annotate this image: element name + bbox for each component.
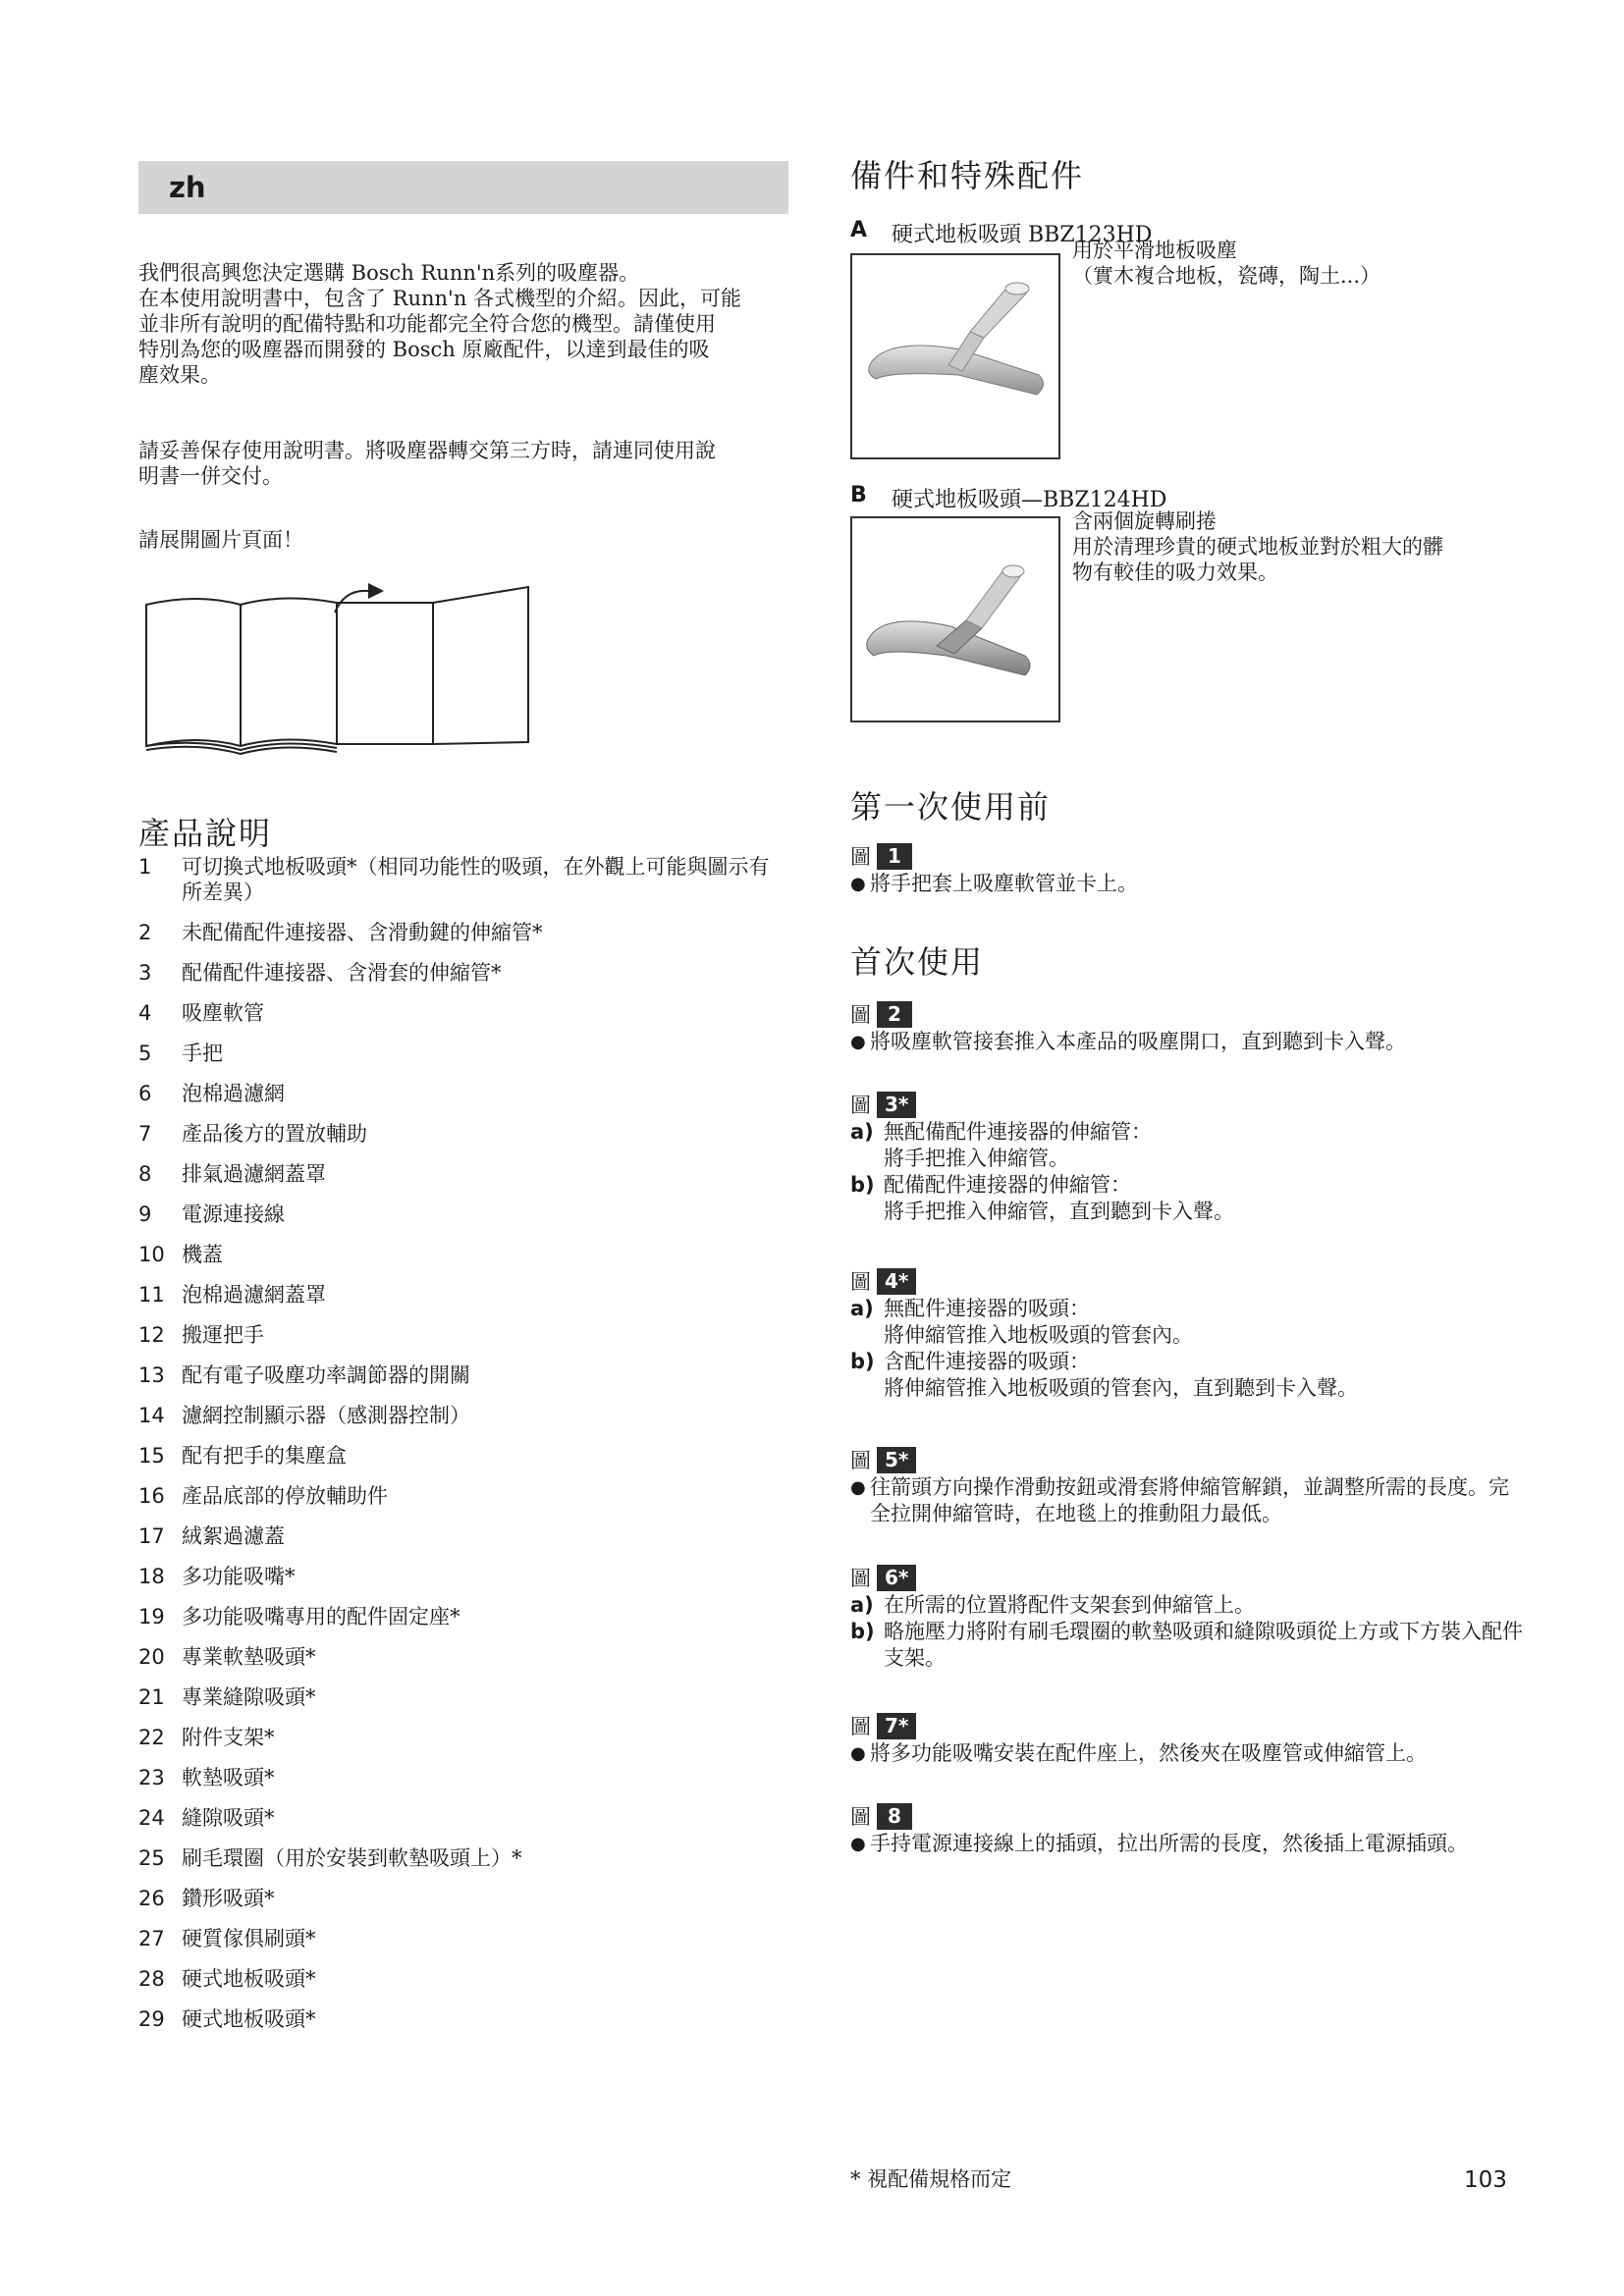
list-item xyxy=(138,1483,786,1509)
bullet-icon: ● xyxy=(850,1834,866,1854)
part-number: 4 xyxy=(138,1001,152,1025)
figure-label: 圖 xyxy=(850,1805,871,1829)
part-label: 配有電子吸塵功率調節器的開關 xyxy=(182,1363,470,1387)
step-text: 手持電源連接線上的插頭，拉出所需的長度，然後插上電源插頭。 xyxy=(870,1832,1468,1855)
accessory-a-image xyxy=(850,253,1060,459)
list-item xyxy=(138,1242,786,1267)
list-item xyxy=(138,1805,786,1831)
list-item xyxy=(138,920,786,945)
figure-number-badge: 1 xyxy=(877,843,912,870)
part-number: 19 xyxy=(138,1605,165,1629)
step-label: a) xyxy=(850,1120,874,1144)
hard-floor-brush-nozzle-icon xyxy=(852,518,1058,721)
page-number: 103 xyxy=(1464,2167,1507,2193)
first-use-heading: 首次使用 xyxy=(850,943,985,981)
product-description-heading: 產品說明 xyxy=(138,815,273,852)
bullet-icon: ● xyxy=(850,1743,866,1764)
step-text: 將手把套上吸塵軟管並卡上。 xyxy=(870,872,1138,895)
part-label: 可切換式地板吸頭*（相同功能性的吸頭，在外觀上可能與圖示有所差異） xyxy=(182,855,770,904)
figure-number-badge: 5* xyxy=(877,1447,916,1473)
part-label: 配備配件連接器、含滑套的伸縮管* xyxy=(182,961,502,985)
list-item xyxy=(138,1201,786,1227)
part-number: 5 xyxy=(138,1041,152,1065)
part-label: 搬運把手 xyxy=(182,1323,264,1347)
accessory-a-description: 用於平滑地板吸塵 （實木複合地板，瓷磚，陶土...） xyxy=(1072,239,1381,288)
step-text: 將手把推入伸縮管。 xyxy=(884,1147,1069,1170)
step-text: 將伸縮管推入地板吸頭的管套內，直到聽到卡入聲。 xyxy=(884,1376,1358,1400)
part-number: 11 xyxy=(138,1283,165,1307)
step-text: 將吸塵軟管接套推入本產品的吸塵開口，直到聽到卡入聲。 xyxy=(870,1030,1406,1053)
part-number: 17 xyxy=(138,1524,165,1548)
part-label: 多功能吸嘴* xyxy=(182,1565,296,1588)
accessory-b-image xyxy=(850,516,1060,722)
part-number: 7 xyxy=(138,1122,152,1146)
part-label: 泡棉過濾網 xyxy=(182,1082,285,1105)
figure-label: 圖 xyxy=(850,1449,871,1472)
intro-paragraph: 我們很高興您決定選購 Bosch Runn'n系列的吸塵器。 在本使用說明書中，包含了 Runn'n 各式機型的介紹。因此，可能 並非所有說明的配備特點和功能都完全符合您的機型。請僅使用 特別為您的吸塵器而開發的 Bosch 原廠配件，以達到最佳的吸 塵效果。 xyxy=(138,261,742,387)
fig1-block xyxy=(850,841,1528,897)
list-item xyxy=(138,1845,786,1871)
part-label: 濾網控制顯示器（感測器控制） xyxy=(182,1404,470,1427)
before-first-use-heading: 第一次使用前 xyxy=(850,788,1052,826)
part-number: 9 xyxy=(138,1202,152,1226)
list-item xyxy=(138,1282,786,1308)
part-number: 23 xyxy=(138,1766,165,1789)
step-label: b) xyxy=(850,1620,875,1643)
fig7-block xyxy=(850,1711,1528,1767)
language-code: zh xyxy=(169,171,206,204)
list-item xyxy=(138,1765,786,1790)
list-item xyxy=(138,1322,786,1348)
language-bar xyxy=(138,161,788,214)
part-label: 機蓋 xyxy=(182,1243,223,1266)
list-item xyxy=(138,1403,786,1428)
accessories-heading: 備件和特殊配件 xyxy=(850,157,1085,194)
unfold-pages-note: 請展開圖片頁面！ xyxy=(138,528,303,552)
list-item xyxy=(138,1161,786,1187)
part-number: 1 xyxy=(138,855,152,879)
part-label: 專業縫隙吸頭* xyxy=(182,1685,316,1709)
bullet-icon: ● xyxy=(850,1032,866,1052)
step-title: 無配件連接器的吸頭： xyxy=(884,1297,1090,1320)
part-number: 24 xyxy=(138,1806,165,1830)
bullet-icon: ● xyxy=(850,874,866,894)
figure-label: 圖 xyxy=(850,845,871,869)
figure-number-badge: 2 xyxy=(877,1001,912,1028)
list-item xyxy=(138,854,786,905)
accessory-a-title: 硬式地板吸頭 BBZ123HD xyxy=(892,223,1153,247)
step-label: a) xyxy=(850,1297,874,1320)
accessory-b-description: 含兩個旋轉刷捲 用於清理珍貴的硬式地板並對於粗大的髒 物有較佳的吸力效果。 xyxy=(1072,509,1443,584)
part-label: 吸塵軟管 xyxy=(182,1001,264,1025)
part-label: 硬式地板吸頭* xyxy=(182,1967,316,1991)
accessory-b-title: 硬式地板吸頭—BBZ124HD xyxy=(892,488,1167,512)
list-item xyxy=(138,1966,786,1992)
step-text: 將多功能吸嘴安裝在配件座上，然後夾在吸塵管或伸縮管上。 xyxy=(870,1741,1427,1765)
part-number: 29 xyxy=(138,2007,165,2031)
part-label: 鑽形吸頭* xyxy=(182,1887,275,1910)
part-label: 軟墊吸頭* xyxy=(182,1766,275,1789)
accessory-a-letter: A xyxy=(850,218,868,242)
list-item xyxy=(138,1443,786,1468)
part-number: 25 xyxy=(138,1846,165,1870)
footnote: * 視配備規格而定 xyxy=(850,2167,1012,2191)
step-title: 含配件連接器的吸頭： xyxy=(884,1350,1090,1373)
step-text: 在所需的位置將配件支架套到伸縮管上。 xyxy=(884,1593,1255,1617)
part-number: 22 xyxy=(138,1726,165,1749)
step-label: b) xyxy=(850,1173,875,1197)
part-number: 3 xyxy=(138,961,152,985)
fig3-block xyxy=(850,1090,1528,1225)
part-label: 刷毛環圈（用於安裝到軟墊吸頭上）* xyxy=(182,1846,522,1870)
bullet-icon: ● xyxy=(850,1477,866,1498)
list-item xyxy=(138,1041,786,1066)
part-number: 13 xyxy=(138,1363,165,1387)
part-number: 6 xyxy=(138,1082,152,1105)
part-label: 排氣過濾網蓋罩 xyxy=(182,1162,326,1186)
step-text: 將手把推入伸縮管，直到聽到卡入聲。 xyxy=(884,1200,1234,1223)
part-number: 12 xyxy=(138,1323,165,1347)
figure-label: 圖 xyxy=(850,1715,871,1738)
part-label: 絨絮過濾蓋 xyxy=(182,1524,285,1548)
fig6-block xyxy=(850,1563,1528,1672)
step-label: a) xyxy=(850,1593,874,1617)
list-item xyxy=(138,1121,786,1147)
list-item xyxy=(138,1926,786,1951)
part-number: 20 xyxy=(138,1645,165,1669)
part-label: 硬質傢俱刷頭* xyxy=(182,1927,316,1950)
part-label: 電源連接線 xyxy=(182,1202,285,1226)
list-item xyxy=(138,960,786,986)
figure-label: 圖 xyxy=(850,1094,871,1117)
accessory-b-letter: B xyxy=(850,483,867,507)
part-number: 15 xyxy=(138,1444,165,1468)
figure-number-badge: 7* xyxy=(877,1713,916,1739)
part-number: 2 xyxy=(138,921,152,944)
list-item xyxy=(138,1564,786,1589)
figure-number-badge: 6* xyxy=(877,1565,916,1591)
list-item xyxy=(138,1725,786,1750)
part-number: 18 xyxy=(138,1565,165,1588)
part-number: 26 xyxy=(138,1887,165,1910)
part-label: 泡棉過濾網蓋罩 xyxy=(182,1283,326,1307)
list-item xyxy=(138,1523,786,1549)
list-item xyxy=(138,1684,786,1710)
part-number: 8 xyxy=(138,1162,152,1186)
part-label: 縫隙吸頭* xyxy=(182,1806,275,1830)
list-item xyxy=(138,1886,786,1911)
fig8-block xyxy=(850,1801,1528,1857)
list-item xyxy=(138,1644,786,1670)
figure-label: 圖 xyxy=(850,1003,871,1027)
step-text: 略施壓力將附有刷毛環圈的軟墊吸頭和縫隙吸頭從上方或下方裝入配件支架。 xyxy=(884,1620,1523,1670)
step-text: 往箭頭方向操作滑動按鈕或滑套將伸縮管解鎖，並調整所需的長度。完全拉開伸縮管時，在地毯上的推動阻力最低。 xyxy=(870,1475,1509,1525)
manual-keep-note: 請妥善保存使用說明書。將吸塵器轉交第三方時，請連同使用說 明書一併交付。 xyxy=(138,439,716,488)
part-label: 手把 xyxy=(182,1041,223,1065)
step-label: b) xyxy=(850,1350,875,1373)
list-item xyxy=(138,1081,786,1106)
part-label: 硬式地板吸頭* xyxy=(182,2007,316,2031)
part-number: 28 xyxy=(138,1967,165,1991)
part-number: 21 xyxy=(138,1685,165,1709)
part-label: 產品後方的置放輔助 xyxy=(182,1122,367,1146)
part-number: 16 xyxy=(138,1484,165,1508)
parts-list xyxy=(138,854,786,2047)
part-number: 27 xyxy=(138,1927,165,1950)
figure-label: 圖 xyxy=(850,1270,871,1294)
part-label: 專業軟墊吸頭* xyxy=(182,1645,316,1669)
step-title: 無配備配件連接器的伸縮管： xyxy=(884,1120,1152,1144)
unfold-pages-illustration xyxy=(138,579,531,775)
fig4-block xyxy=(850,1266,1528,1402)
part-label: 多功能吸嘴專用的配件固定座* xyxy=(182,1605,460,1629)
part-label: 產品底部的停放輔助件 xyxy=(182,1484,388,1508)
part-number: 10 xyxy=(138,1243,165,1266)
figure-number-badge: 8 xyxy=(877,1803,912,1830)
list-item xyxy=(138,1362,786,1388)
list-item xyxy=(138,1000,786,1026)
list-item xyxy=(138,1604,786,1629)
part-label: 未配備配件連接器、含滑動鍵的伸縮管* xyxy=(182,921,543,944)
fig5-block xyxy=(850,1445,1528,1527)
figure-number-badge: 3* xyxy=(877,1092,916,1118)
part-label: 配有把手的集塵盒 xyxy=(182,1444,347,1468)
figure-number-badge: 4* xyxy=(877,1268,916,1295)
step-text: 將伸縮管推入地板吸頭的管套內。 xyxy=(884,1323,1193,1347)
step-title: 配備配件連接器的伸縮管： xyxy=(884,1173,1131,1197)
list-item xyxy=(138,2006,786,2032)
hard-floor-nozzle-icon xyxy=(852,255,1058,457)
fig2-block xyxy=(850,999,1528,1055)
part-number: 14 xyxy=(138,1404,165,1427)
figure-label: 圖 xyxy=(850,1567,871,1590)
part-label: 附件支架* xyxy=(182,1726,275,1749)
